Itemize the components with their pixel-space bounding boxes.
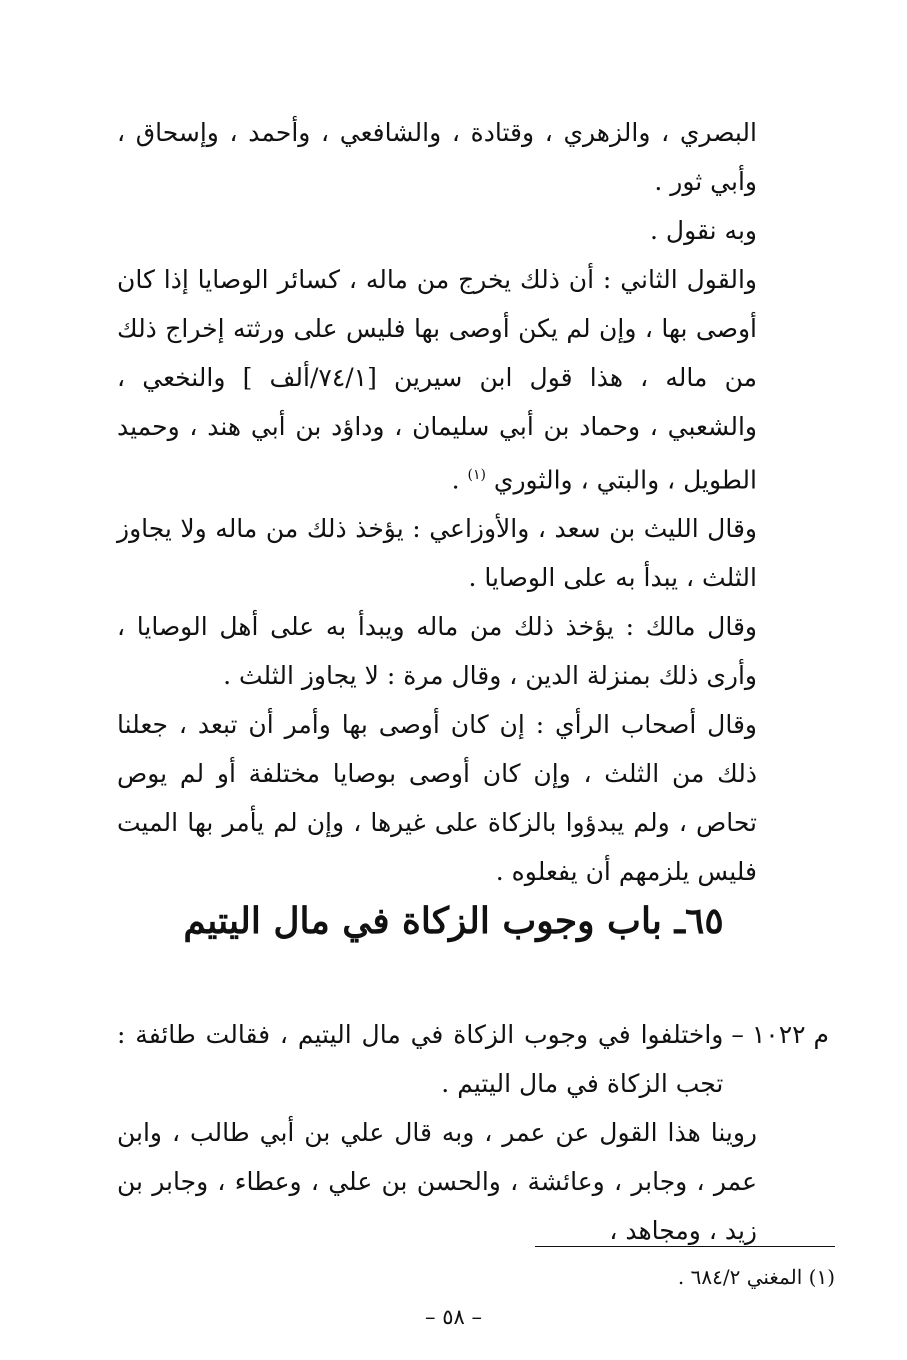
masalah-number: م ١٠٢٢ – <box>731 1020 829 1049</box>
paragraph-end: . <box>451 465 468 495</box>
footnote: (١) المغني ٦٨٤/٢ . <box>677 1265 835 1289</box>
paragraph: وبه نقول . <box>650 216 757 245</box>
page-number: – ٥٨ – <box>425 1305 482 1329</box>
paragraph: وقال مالك : يؤخذ ذلك من ماله ويبدأ به على أهل الوصايا ، وأرى ذلك بمنزلة الدين ، وقال مرة : لا يجاوز الثلث . <box>117 612 757 691</box>
paragraph: البصري ، والزهري ، وقتادة ، والشافعي ، وأحمد ، وإسحاق ، وأبي ثور . <box>117 118 757 196</box>
footnote-marker: (١) <box>467 467 486 483</box>
masalah-paragraph <box>117 1010 829 1108</box>
paragraph: وقال الليث بن سعد ، والأوزاعي : يؤخذ ذلك من ماله ولا يجاوز الثلث ، يبدأ به على الوصايا . <box>117 514 757 593</box>
paragraph <box>117 255 757 504</box>
paragraph: روينا هذا القول عن عمر ، وبه قال علي بن أبي طالب ، وابن عمر ، وجابر ، وعائشة ، والحسن بن علي ، وعطاء ، وجابر بن زيد ، ومجاهد ، <box>117 1118 757 1245</box>
paragraph: وقال أصحاب الرأي : إن كان أوصى بها وأمر أن تبعد ، جعلنا ذلك من الثلث ، وإن كان أوصى بوصايا مختلفة أو لم يوص تحاص ، ولم يبدؤوا بالزكاة على غيرها ، وإن لم يأمر بها الميت فليس يلزمهم أن يفعلوه . <box>117 710 757 887</box>
top-text-block <box>117 108 757 896</box>
footnote-divider <box>535 1246 835 1247</box>
paragraph-text: والقول الثاني : أن ذلك يخرج من ماله ، كسائر الوصايا إذا كان أوصى بها ، وإن لم يكن أوصى بها فليس على ورثته إخراج ذلك من ماله ، هذا قول ابن سيرين [٧٤/١/ألف ] والنخعي ، والشعبي ، وحماد بن أبي سليمان ، وداؤد بن أبي هند ، وحميد الطويل ، والبتي ، والثوري <box>117 265 757 495</box>
masalah-text: واختلفوا في وجوب الزكاة في مال اليتيم ، فقالت طائفة : تجب الزكاة في مال اليتيم . <box>117 1020 724 1098</box>
section-title: ٦٥ـ باب وجوب الزكاة في مال اليتيم <box>183 900 724 942</box>
masalah-block <box>117 1010 829 1255</box>
